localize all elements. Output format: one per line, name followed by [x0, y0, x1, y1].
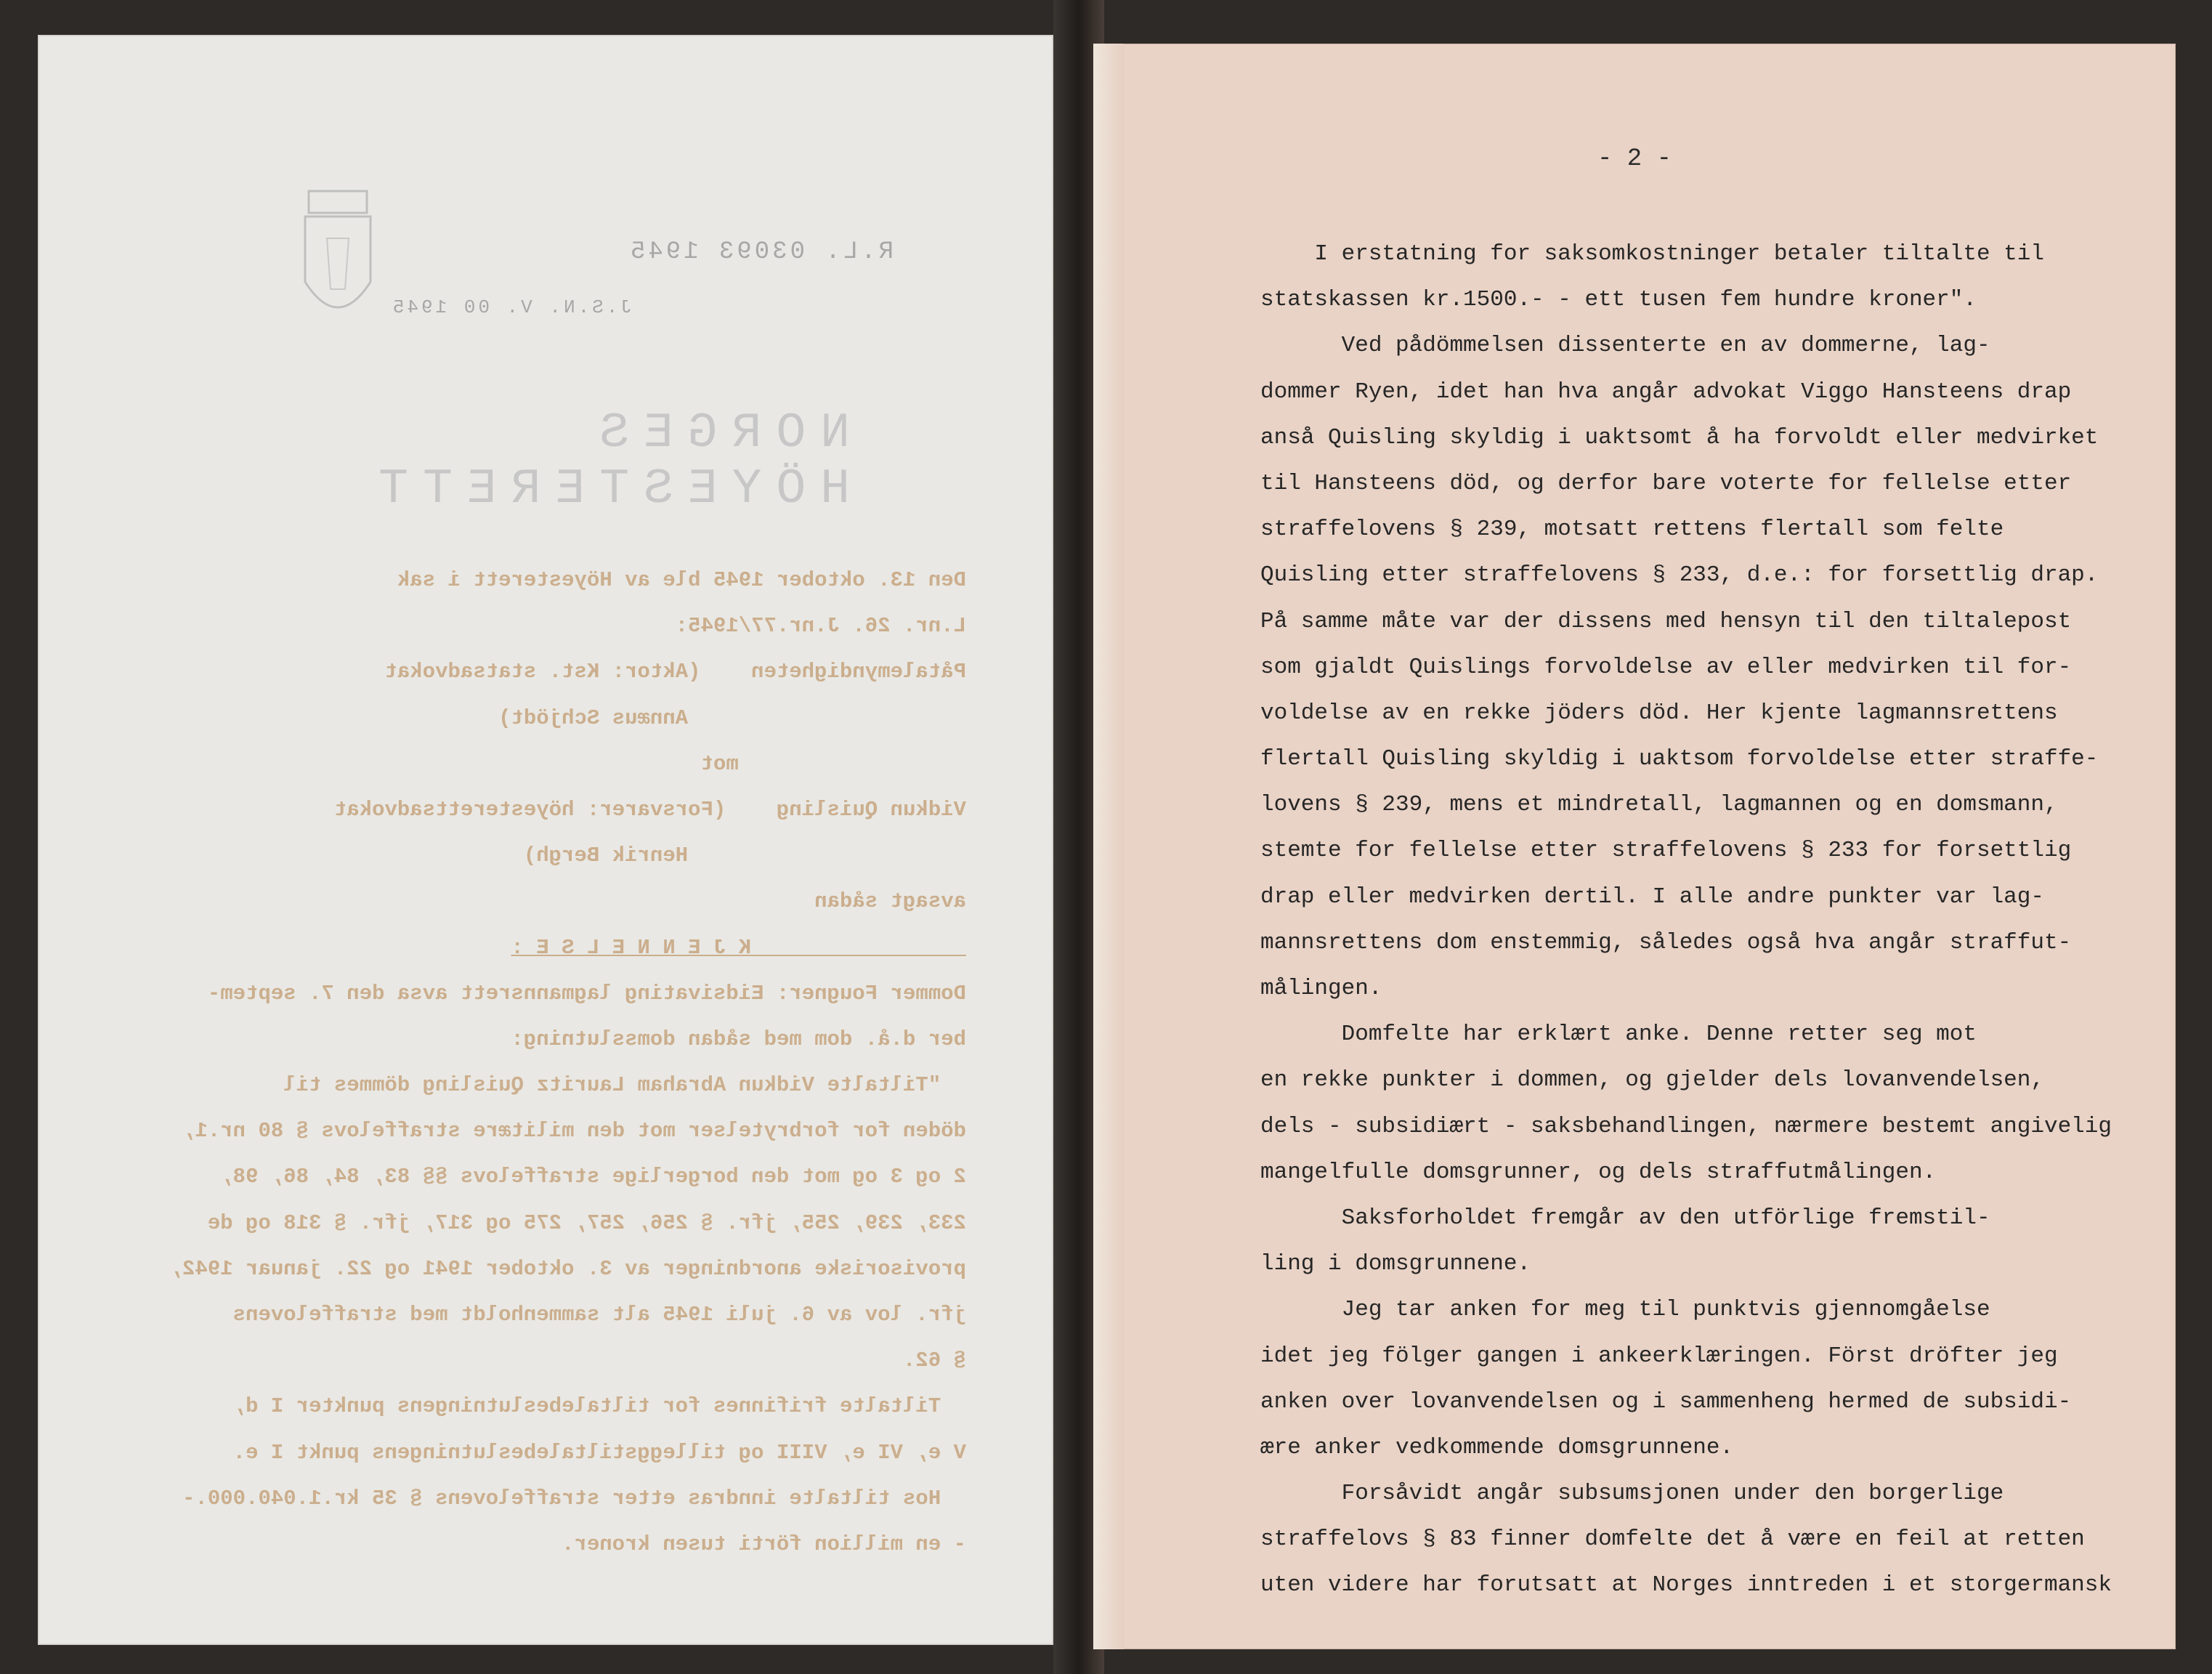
reference-secondary: J.S.N. V. 00 1945	[389, 296, 632, 318]
text-line: Domfelte har erklært anke. Denne retter seg mot	[1260, 1022, 1977, 1048]
text-line: 233, 239, 255, jfr. § 256, 257, 275 og 317, jfr. § 318 og de	[207, 1210, 966, 1235]
reference-number: R.L. 03093 1945	[627, 238, 894, 266]
text-line: flertall Quisling skyldig i uaktsom forvoldelse etter straffe-	[1260, 746, 2099, 772]
left-page-reverse-side	[38, 35, 1053, 1645]
text-line: K J E N N E L S E :	[511, 935, 966, 960]
text-line: anså Quisling skyldig i uaktsomt å ha forvoldt eller medvirket	[1260, 424, 2099, 450]
text-line: Forsåvidt angår subsumsjonen under den borgerlige	[1260, 1481, 2004, 1507]
left-page-body	[123, 558, 966, 1568]
text-line: "Tiltalte Vidkun Abraham Lauritz Quisling dömmes til	[283, 1073, 966, 1098]
right-page-body	[1260, 231, 2154, 1609]
text-line: jfr. lov av 6. juli 1945 alt sammenholdt med straffelovens	[232, 1303, 966, 1327]
text-line: provisoriske anordninger av 3. oktober 1941 og 22. januar 1942,	[169, 1256, 966, 1281]
text-line: voldelse av en rekke jöders död. Her kjente lagmannsrettens	[1260, 700, 2058, 726]
text-line: På samme måte var der dissens med hensyn til den tiltalepost	[1260, 608, 2072, 634]
text-line: anken over lovanvendelsen og i sammenheng hermed de subsidi-	[1260, 1388, 2072, 1415]
right-page	[1093, 44, 2176, 1649]
text-line: Vidkun Quisling (Forsvarer: höyesterettsadvokat	[333, 797, 966, 822]
text-line: dels - subsidiært - saksbehandlingen, nærmere bestemt angivelig	[1260, 1113, 2112, 1139]
text-line: uten videre har forutsatt at Norges inntreden i et storgermansk	[1260, 1572, 2112, 1598]
text-line: I erstatning for saksomkostninger betaler tiltalte til	[1260, 241, 2044, 267]
text-line: lovens § 239, mens et mindretall, lagmannen og en domsmann,	[1260, 792, 2058, 818]
text-line: Henrik Bergh)	[523, 844, 966, 868]
text-line: Påtalemyndigheten (Aktor: Kst. statsadvokat	[384, 660, 966, 684]
text-line: Ved pådömmelsen dissenterte en av dommerne, lag-	[1260, 333, 1990, 359]
text-line: Quisling etter straffelovens § 233, d.e.: for forsettlig drap.	[1260, 562, 2099, 589]
text-line: L.nr. 26. J.nr.77/1945:	[675, 614, 966, 639]
text-line: straffelovs § 83 finner domfelte det å være en feil at retten	[1260, 1527, 2085, 1553]
text-line: Hos tiltalte inndras etter straffelovens § 35 kr.1.040.000.-	[182, 1486, 966, 1511]
text-line: 2 og 3 og mot den borgerlige straffelovs §§ 83, 84, 86, 98,	[220, 1165, 966, 1189]
page-number: - 2 -	[1597, 145, 1672, 173]
text-line: stemte for fellelse etter straffelovens § 233 for forsettlig	[1260, 838, 2072, 864]
text-line: ære anker vedkommende domsgrunnene.	[1260, 1434, 1734, 1460]
text-line: Annæus Schjödt)	[498, 705, 966, 730]
text-line: drap eller medvirken dertil. I alle andre punkter var lag-	[1260, 884, 2044, 910]
text-line: Jeg tar anken for meg til punktvis gjennomgåelse	[1260, 1297, 1990, 1323]
text-line: som gjaldt Quislings forvoldelse av eller medvirken til for-	[1260, 654, 2072, 680]
text-line: Saksforholdet fremgår av den utförlige fremstil-	[1260, 1205, 1990, 1231]
text-line: statskassen kr.1500.- - ett tusen fem hundre kroner".	[1260, 287, 1977, 313]
text-line: Dommer Fougner: Eidsivating lagmannsrett avsa den 7. septem-	[207, 981, 966, 1006]
text-line: mangelfulle domsgrunner, og dels straffutmålingen.	[1260, 1159, 1937, 1185]
text-line: - en million förti tusen kroner.	[562, 1532, 966, 1556]
text-line: en rekke punkter i dommen, og gjelder dels lovanvendelsen,	[1260, 1067, 2044, 1093]
text-line: målingen.	[1260, 976, 1382, 1001]
text-line: til Hansteens död, og derfor bare voterte for fellelse etter	[1260, 470, 2072, 496]
mirrored-bleed-through	[38, 35, 1053, 1645]
text-line: ling i domsgrunnene.	[1260, 1251, 1531, 1277]
text-line: ber d.å. dom med sådan domsslutning:	[511, 1027, 966, 1051]
text-line: Den 13. oktober 1945 ble av Höyesterett i sak	[397, 568, 966, 592]
text-line: V e, VI e, VIII og tilleggstiltalebeslutningens punkt I e.	[232, 1440, 966, 1465]
text-line: straffelovens § 239, motsatt rettens flertall som felte	[1260, 517, 2004, 543]
text-line: avsagt sådan	[814, 889, 966, 914]
text-line: § 62.	[902, 1348, 966, 1373]
coat-of-arms-icon	[291, 187, 385, 340]
text-line: mannsrettens dom enstemmig, således også hva angår straffut-	[1260, 929, 2072, 955]
text-line: döden for forbrytelser mot den militære straffelovs § 80 nr.1,	[182, 1119, 966, 1144]
text-line: Tiltalte frifinnes for tiltalebeslutningens punkter I d,	[232, 1394, 966, 1419]
text-line: dommer Ryen, idet han hva angår advokat Viggo Hansteens drap	[1260, 379, 2072, 405]
text-line: mot	[700, 751, 966, 776]
text-line: idet jeg fölger gangen i ankeerklæringen. Först dröfter jeg	[1260, 1343, 2058, 1369]
court-title: NORGES HÖYESTERETT	[364, 405, 850, 517]
